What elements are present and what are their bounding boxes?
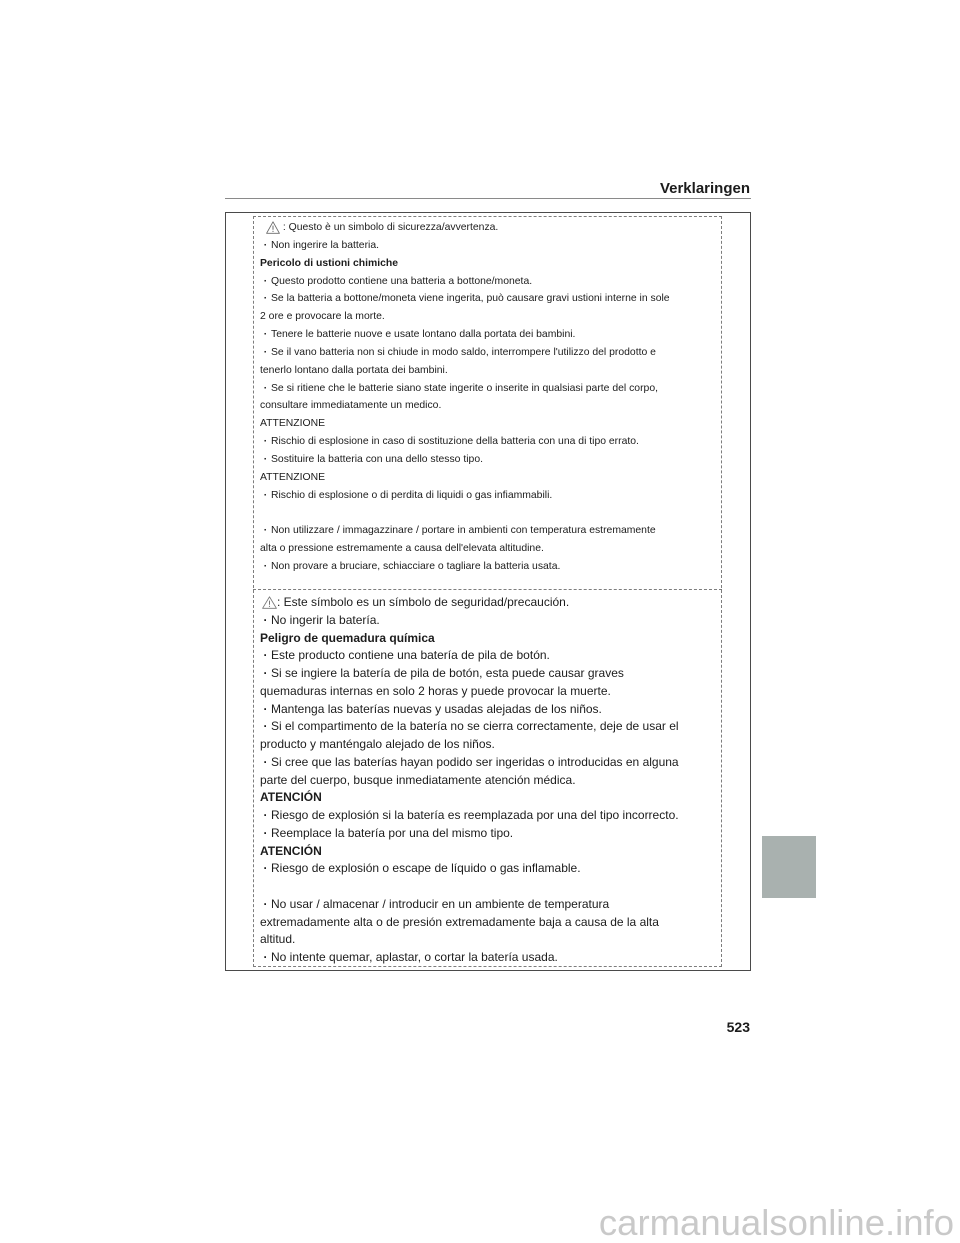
italian-line [260, 433, 720, 451]
spanish-heading [260, 789, 720, 807]
spanish-line [260, 949, 720, 967]
line-text: Se il vano batteria non si chiude in modo saldo, interrompere l'utilizzo del prodotto e [271, 346, 656, 358]
bullet-dot: · [263, 329, 268, 341]
line-text: No intente quemar, aplastar, o cortar la batería usada. [271, 950, 558, 964]
line-text: Tenere le batterie nuove e usate lontano dalla portata dei bambini. [271, 329, 576, 341]
italian-line [260, 290, 720, 308]
line-text: Si se ingiere la batería de pila de botón, esta puede causar graves [271, 666, 624, 680]
heading-text: Peligro de quemadura química [260, 630, 435, 645]
bullet-dot: · [263, 561, 268, 573]
bullet-dot: · [263, 525, 268, 537]
warning-triangle-icon [262, 596, 277, 609]
spanish-line [260, 825, 720, 843]
bullet-dot: · [263, 239, 268, 251]
spanish-line [260, 931, 720, 949]
italian-line [260, 219, 720, 237]
spanish-line [260, 701, 720, 719]
spanish-notice [260, 594, 720, 967]
bullet-dot: · [263, 293, 268, 305]
spanish-line [260, 896, 720, 914]
bullet-dot: · [263, 861, 268, 876]
bullet-dot: · [263, 275, 268, 287]
heading-text: ATENCIÓN [260, 843, 322, 858]
heading-text: ATTENZIONE [260, 471, 326, 483]
line-text: : Este símbolo es un símbolo de seguridad/precaución. [277, 595, 570, 609]
bullet-dot: · [263, 436, 268, 448]
line-text: consultare immediatamente un medico. [260, 400, 442, 412]
bullet-dot: · [263, 648, 268, 663]
bullet-dot: · [263, 825, 268, 840]
line-text: Si cree que las baterías hayan podido ser ingeridas o introducidas en alguna [271, 754, 679, 769]
italian-line [260, 558, 720, 576]
spanish-line [260, 647, 720, 665]
line-text: Se la batteria a bottone/moneta viene ingerita, può causare gravi ustioni interne in sole [271, 293, 670, 305]
line-text: altitud. [260, 932, 296, 947]
bullet-dot: · [263, 896, 268, 911]
spanish-line [260, 612, 720, 630]
line-text: parte del cuerpo, busque inmediatamente atención médica. [260, 772, 576, 787]
spanish-line [260, 860, 720, 878]
line-text: Rischio di esplosione in caso di sostituzione della batteria con una di tipo errato. [271, 436, 639, 448]
line-text: Se si ritiene che le batterie siano state ingerite o inserite in qualsiasi parte del corpo, [271, 382, 658, 394]
italian-line [260, 397, 720, 415]
spanish-line [260, 683, 720, 701]
header-rule [225, 198, 751, 199]
line-text: Sostituire la batteria con una dello stesso tipo. [271, 453, 483, 465]
italian-heading [260, 469, 720, 487]
line-text: Reemplace la batería por una del mismo tipo. [271, 825, 514, 840]
watermark: carmanualsonline.info [598, 1202, 954, 1243]
bullet-dot: · [263, 754, 268, 769]
bullet-dot: · [263, 612, 268, 627]
spanish-line [260, 772, 720, 790]
section-title: Verklaringen [659, 180, 750, 197]
spanish-heading [260, 630, 720, 648]
line-text: Riesgo de explosión o escape de líquido o gas inflamable. [271, 861, 581, 876]
line-text: alta o pressione estremamente a causa dell'elevata altitudine. [260, 543, 544, 555]
line-text: Non provare a bruciare, schiacciare o tagliare la batteria usata. [271, 561, 561, 573]
blank-line [260, 878, 720, 896]
spanish-line [260, 736, 720, 754]
italian-line [260, 273, 720, 291]
italian-line [260, 380, 720, 398]
italian-line [260, 522, 720, 540]
bullet-dot: · [263, 666, 268, 680]
bullet-dot: · [263, 950, 268, 964]
bullet-dot: · [263, 808, 268, 822]
italian-line [260, 362, 720, 380]
line-text: Rischio di esplosione o di perdita di liquidi o gas infiammabili. [271, 489, 553, 501]
line-text: No ingerir la batería. [271, 612, 380, 627]
italian-line [260, 237, 720, 255]
chapter-tab [762, 836, 816, 898]
line-text: Questo prodotto contiene una batteria a bottone/moneta. [271, 275, 533, 287]
spanish-line [260, 807, 720, 825]
line-text: producto y manténgalo alejado de los niños. [260, 737, 495, 751]
line-text: Riesgo de explosión si la batería es reemplazada por una del tipo incorrecto. [271, 808, 679, 822]
line-text: extremadamente alta o de presión extremadamente baja a causa de la alta [260, 914, 659, 929]
italian-line [260, 451, 720, 469]
line-text: Este producto contiene una batería de pila de botón. [271, 648, 550, 663]
line-text: tenerlo lontano dalla portata dei bambini. [260, 364, 448, 376]
italian-heading [260, 415, 720, 433]
heading-text: Pericolo di ustioni chimiche [260, 257, 398, 269]
spanish-line [260, 665, 720, 683]
bullet-dot: · [263, 719, 268, 734]
italian-line [260, 540, 720, 558]
page-number: 523 [726, 1019, 750, 1035]
spanish-line [260, 718, 720, 736]
italian-line [260, 326, 720, 344]
italian-line [260, 308, 720, 326]
italian-notice [260, 219, 720, 576]
bullet-dot: · [263, 453, 268, 465]
line-text: Mantenga las baterías nuevas y usadas alejadas de los niños. [271, 701, 602, 716]
heading-text: ATTENZIONE [260, 418, 326, 430]
line-text: 2 ore e provocare la morte. [260, 311, 385, 323]
line-text: Si el compartimento de la batería no se cierra correctamente, deje de usar el [271, 719, 679, 734]
spanish-line [260, 914, 720, 932]
line-text: quemaduras internas en solo 2 horas y puede provocar la muerte. [260, 683, 611, 698]
bullet-dot: · [263, 382, 268, 394]
bullet-dot: · [263, 346, 268, 358]
heading-text: ATENCIÓN [260, 790, 322, 805]
italian-line [260, 344, 720, 362]
line-text: : Questo è un simbolo di sicurezza/avvertenza. [280, 222, 499, 233]
line-text: No usar / almacenar / introducir en un ambiente de temperatura [271, 896, 610, 911]
spanish-line [260, 594, 720, 612]
table-divider [253, 589, 722, 590]
line-text: Non utilizzare / immagazzinare / portare in ambienti con temperatura estremamente [271, 525, 656, 537]
spanish-heading [260, 843, 720, 861]
blank-line [260, 505, 720, 523]
line-text: Non ingerire la batteria. [271, 239, 380, 251]
bullet-dot: · [263, 701, 268, 716]
spanish-line [260, 754, 720, 772]
italian-line [260, 487, 720, 505]
bullet-dot: · [263, 489, 268, 501]
warning-triangle-icon [266, 221, 280, 234]
italian-heading [260, 255, 720, 273]
